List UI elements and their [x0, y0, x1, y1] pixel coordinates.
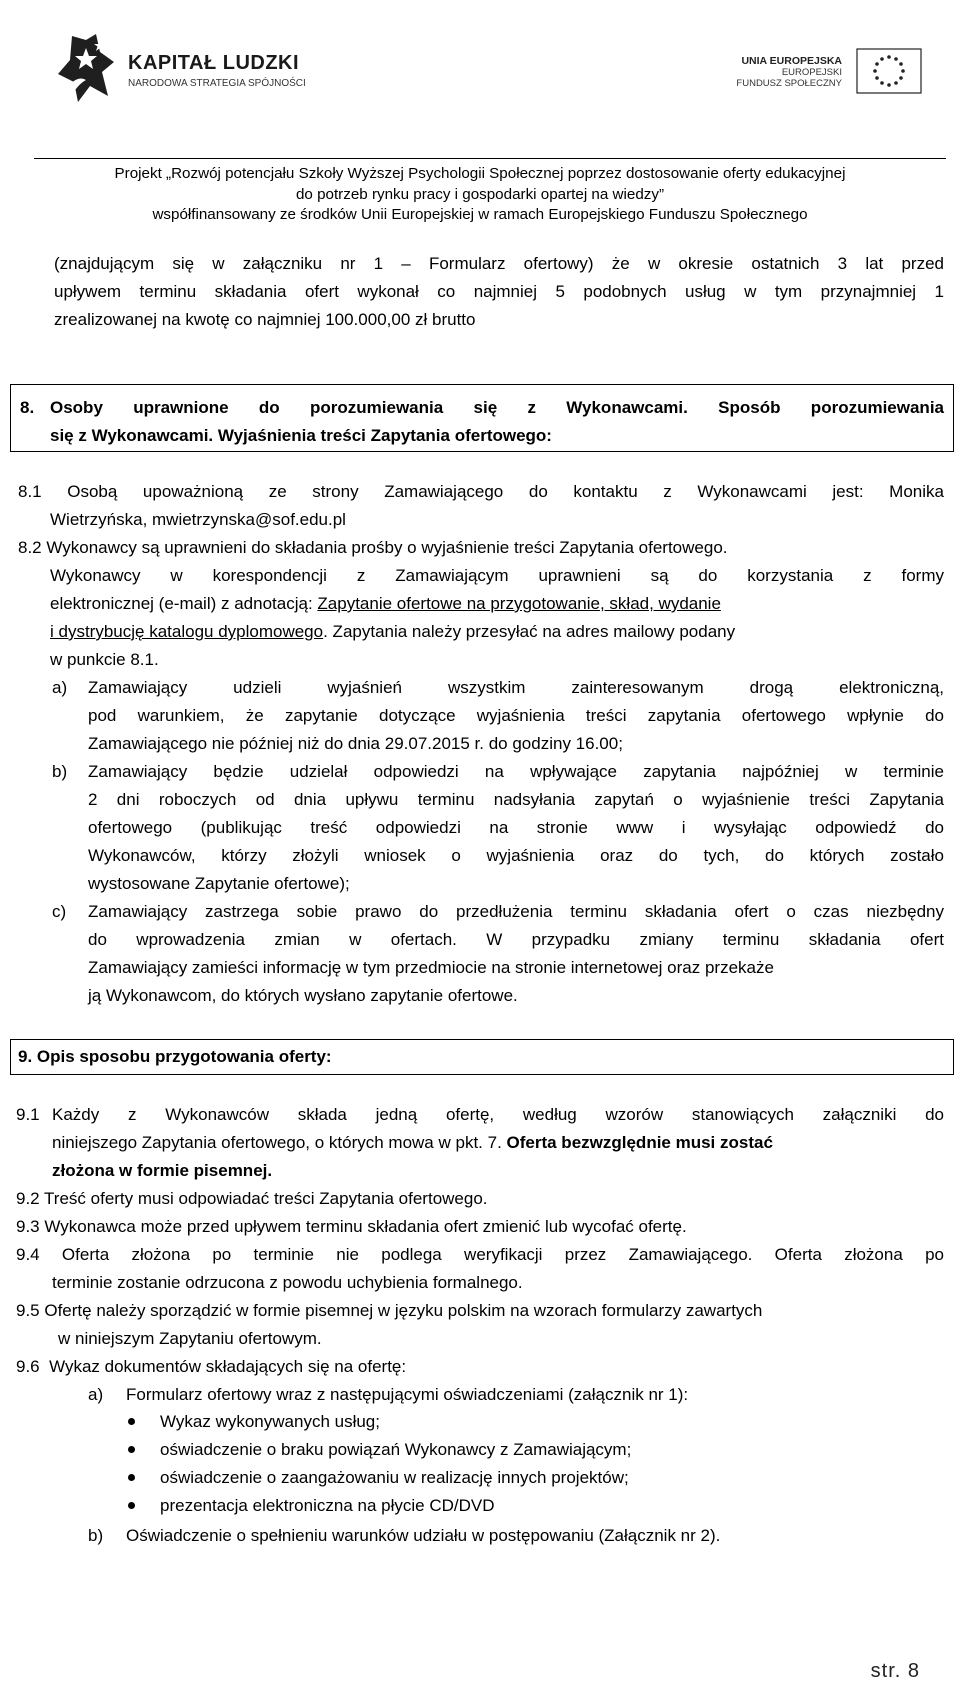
p93: 9.3 Wykonawca może przed upływem terminu składania ofert zmienić lub wycofać ofertę. — [16, 1217, 687, 1236]
p96b-label: b) — [88, 1526, 104, 1545]
project-line-1: Projekt „Rozwój potencjału Szkoły Wyższej Psychologii Społecznej poprzez dostosowanie oferty edukacyjnej — [114, 165, 846, 182]
p94-line-2: terminie zostanie odrzucona z powodu uchybienia formalnego. — [52, 1273, 523, 1292]
page-number: str. 8 — [870, 1660, 920, 1682]
kapital-ludzki-subtitle: NARODOWA STRATEGIA SPÓJNOŚCI — [128, 78, 306, 89]
item-c-line-1: Zamawiający zastrzega sobie prawo do przedłużenia terminu składania ofert o czas niezbędny — [88, 902, 944, 921]
item-c-label: c) — [52, 902, 67, 921]
p91-number: 9.1 — [16, 1105, 40, 1124]
item-a-line-1: Zamawiający udzieli wyjaśnień wszystkim zainteresowanym drogą elektroniczną, — [88, 678, 944, 697]
bullet-icon — [128, 1446, 135, 1453]
p95-line-1: 9.5 Ofertę należy sporządzić w formie pisemnej w języku polskim na wzorach formularzy zawartych — [16, 1301, 763, 1320]
p81-line-1: 8.1 Osobą upoważnioną ze strony Zamawiającego do kontaktu z Wykonawcami jest: Monika — [18, 482, 944, 501]
p92: 9.2 Treść oferty musi odpowiadać treści Zapytania ofertowego. — [16, 1189, 488, 1208]
intro-line-3: zrealizowanej na kwotę co najmniej 100.000,00 zł brutto — [54, 310, 476, 329]
p82-line-3-text: elektronicznej (e-mail) z adnotacją: — [50, 594, 318, 613]
intro-line-2: upływem terminu składania ofert wykonał co najmniej 5 podobnych usług w tym przynajmniej 1 — [54, 282, 944, 301]
p95-line-2: w niniejszym Zapytaniu ofertowym. — [58, 1329, 322, 1348]
p94-line-1: 9.4 Oferta złożona po terminie nie podlega weryfikacji przez Zamawiającego. Oferta złożona po — [16, 1245, 944, 1264]
item-b-line-4: Wykonawców, którzy złożyli wniosek o wyjaśnienia oraz do tych, do których zostało — [88, 846, 944, 865]
section-8-heading-line-1: Osoby uprawnione do porozumiewania się z Wykonawcami. Sposób porozumiewania — [50, 398, 944, 417]
p82-line-1: 8.2 Wykonawcy są uprawnieni do składania prośby o wyjaśnienie treści Zapytania ofertowego. — [18, 538, 728, 557]
project-line-2: do potrzeb rynku pracy i gospodarki opartej na wiedzy” — [295, 185, 665, 203]
p82-subject-part-2: i dystrybucję katalogu dyplomowego — [50, 622, 324, 641]
p82-line-2: Wykonawcy w korespondencji z Zamawiającym uprawnieni są do korzystania z formy — [50, 566, 944, 585]
bullet-item-2: oświadczenie o braku powiązań Wykonawcy z Zamawiającym; — [160, 1440, 632, 1459]
p91-line-2 — [52, 1129, 944, 1157]
p82-line-4-text: . Zapytania należy przesyłać na adres mailowy podany — [323, 622, 736, 641]
item-c-line-3: Zamawiający zamieści informację w tym przedmiocie na stronie internetowej oraz przekaże — [88, 958, 774, 977]
eu-line3: FUNDUSZ SPOŁECZNY — [736, 78, 842, 89]
item-b-line-2: 2 dni roboczych od dnia upływu terminu nadsyłania zapytań o wyjaśnienie treści Zapytania — [88, 790, 944, 809]
p91-line-2-text: niniejszego Zapytania ofertowego, o których mowa w pkt. 7. — [52, 1133, 507, 1152]
section-8-number: 8. — [20, 398, 35, 417]
section-8-heading-line-2: się z Wykonawcami. Wyjaśnienia treści Zapytania ofertowego: — [50, 426, 552, 445]
p81-line-2: Wietrzyńska, mwietrzynska@sof.edu.pl — [50, 510, 346, 529]
p91-line-3: złożona w formie pisemnej. — [52, 1161, 273, 1180]
kapital-ludzki-name: KAPITAŁ LUDZKI — [128, 52, 300, 74]
bullet-item-3: oświadczenie o zaangażowaniu w realizację innych projektów; — [160, 1468, 629, 1487]
bullet-item-4: prezentacja elektroniczna na płycie CD/DVD — [160, 1496, 495, 1515]
p96: 9.6 Wykaz dokumentów składających się na ofertę: — [16, 1357, 407, 1376]
item-a-line-2: pod warunkiem, że zapytanie dotyczące wyjaśnienia treści zapytania ofertowego wpłynie do — [88, 706, 944, 725]
p96a-label: a) — [88, 1385, 104, 1404]
p96b: Oświadczenie o spełnieniu warunków udziału w postępowaniu (Załącznik nr 2). — [126, 1526, 721, 1545]
bullet-icon — [128, 1418, 135, 1425]
item-c-line-4: ją Wykonawcom, do których wysłano zapytanie ofertowe. — [88, 986, 518, 1005]
bullet-item-1: Wykaz wykonywanych usług; — [160, 1412, 380, 1431]
bullet-icon — [128, 1502, 135, 1509]
item-b-line-3: ofertowego (publikując treść odpowiedzi na stronie www i wysyłając odpowiedź do — [88, 818, 944, 837]
eu-line1: UNIA EUROPEJSKA — [741, 55, 842, 67]
bullet-icon — [128, 1474, 135, 1481]
p91-line-1: Każdy z Wykonawców składa jedną ofertę, według wzorów stanowiących załączniki do — [52, 1105, 944, 1124]
item-c-line-2: do wprowadzenia zmian w ofertach. W przypadku zmiany terminu składania ofert — [88, 930, 944, 949]
item-b-line-1: Zamawiający będzie udzielał odpowiedzi na wpływające zapytania najpóźniej w terminie — [88, 762, 944, 781]
item-a-line-3: Zamawiającego nie później niż do dnia 29.07.2015 r. do godziny 16.00; — [88, 734, 623, 753]
section-9-heading: 9. Opis sposobu przygotowania oferty: — [18, 1047, 332, 1066]
p82-line-5: w punkcie 8.1. — [50, 650, 159, 669]
p82-line-4 — [50, 618, 944, 646]
p91-line-2-bold: Oferta bezwzględnie musi zostać — [506, 1133, 773, 1152]
p82-line-3 — [50, 590, 944, 618]
item-b-line-5: wystosowane Zapytanie ofertowe); — [88, 874, 350, 893]
project-line-3: współfinansowany ze środków Unii Europejskiej w ramach Europejskiego Funduszu Społecznego — [152, 206, 808, 223]
p96a: Formularz ofertowy wraz z następującymi oświadczeniami (załącznik nr 1): — [126, 1385, 689, 1404]
item-b-label: b) — [52, 762, 68, 781]
p82-subject-part-1: Zapytanie ofertowe na przygotowanie, skład, wydanie — [317, 594, 721, 613]
eu-line2: EUROPEJSKI — [781, 67, 842, 78]
intro-line-1: (znajdującym się w załączniku nr 1 – Formularz ofertowy) że w okresie ostatnich 3 lat przed — [54, 254, 944, 273]
item-a-label: a) — [52, 678, 68, 697]
